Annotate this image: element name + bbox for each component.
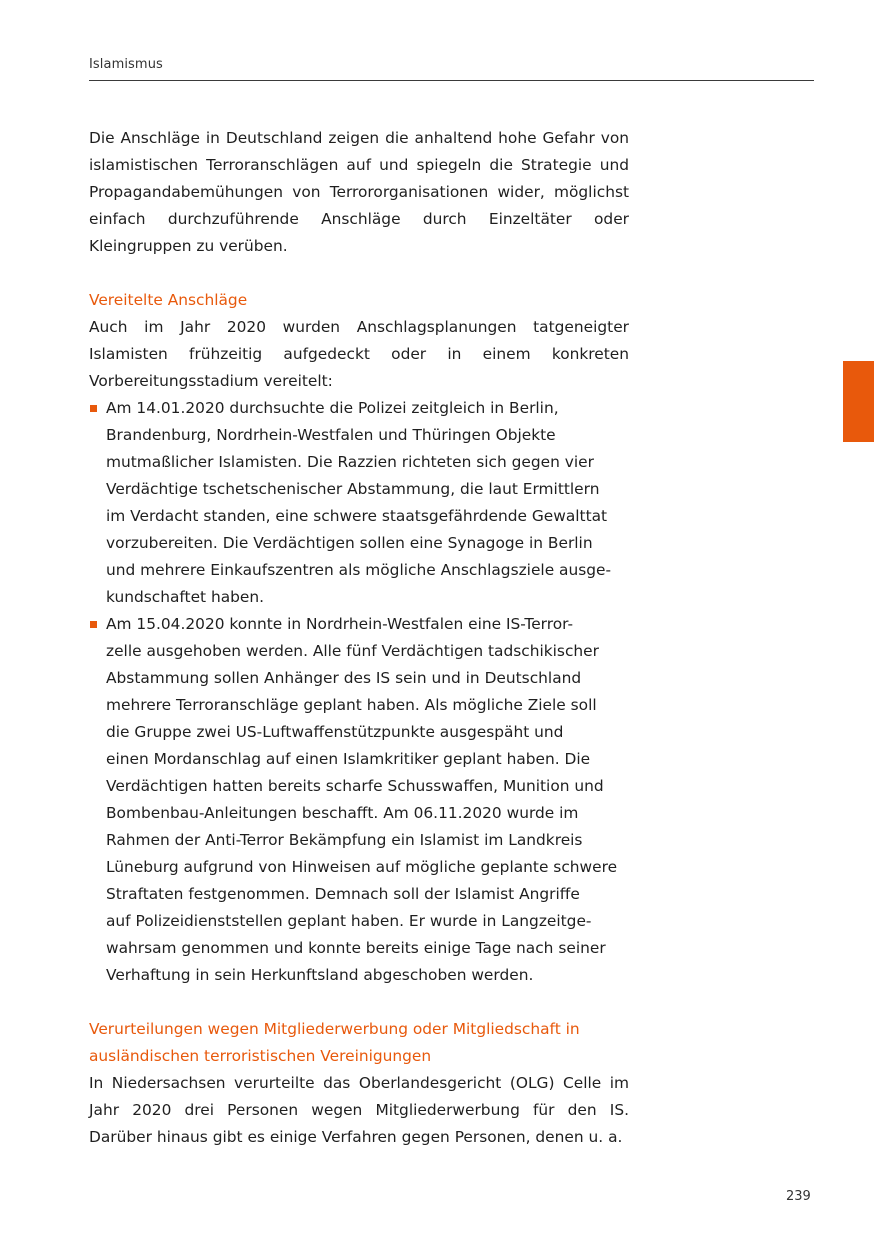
bullet-2-line: Straftaten festgenommen. Demnach soll der Islamist Angriffe xyxy=(106,885,580,903)
section-heading-line: Verurteilungen wegen Mitgliederwerbung oder Mitgliedschaft in xyxy=(89,1020,580,1038)
bullet-2-line: wahrsam genommen und konnte bereits einige Tage nach seiner xyxy=(106,939,606,957)
bullet-1-line: kundschaftet haben. xyxy=(106,588,265,606)
bullet-1-line: mutmaßlicher Islamisten. Die Razzien richteten sich gegen vier xyxy=(106,453,594,471)
bullet-2-line: Verdächtigen hatten bereits scharfe Schusswaffen, Munition und xyxy=(106,777,604,795)
bullet-2-line: einen Mordanschlag auf einen Islamkritiker geplant haben. Die xyxy=(106,750,591,768)
page-number: 239 xyxy=(786,1189,811,1204)
bullet-1-line: Am 14.01.2020 durchsuchte die Polizei zeitgleich in Berlin, xyxy=(106,399,559,417)
bullet-2-line: Rahmen der Anti-Terror Bekämpfung ein Islamist im Landkreis xyxy=(106,831,583,849)
header-rule xyxy=(89,80,814,81)
bullet-2-line: auf Polizeidienststellen geplant haben. Er wurde in Langzeitge- xyxy=(106,912,592,930)
section-heading-vereitelte-anschlaege: Vereitelte Anschläge xyxy=(89,291,248,309)
intro-paragraph: Die Anschläge in Deutschland zeigen die anhaltend hohe Gefahr von islamistischen Terroranschlägen auf und spiegeln die Strategie und Propagandabemühungen von Terrororganisationen wider, möglichst einfach durchzuführende Anschläge durch Einzeltäter oder Kleingruppen zu verüben. xyxy=(89,129,629,255)
bullet-2-line: mehrere Terroranschläge geplant haben. Als mögliche Ziele soll xyxy=(106,696,597,714)
bullet-1-line: vorzubereiten. Die Verdächtigen sollen eine Synagoge in Berlin xyxy=(106,534,593,552)
bullet-list xyxy=(89,395,629,989)
bullet-2-line: Lüneburg aufgrund von Hinweisen auf mögliche geplante schwere xyxy=(106,858,618,876)
bullet-1-line: Brandenburg, Nordrhein-Westfalen und Thüringen Objekte xyxy=(106,426,556,444)
bullet-2-line: Am 15.04.2020 konnte in Nordrhein-Westfalen eine IS-Terror- xyxy=(106,615,574,633)
section1-intro-paragraph: Auch im Jahr 2020 wurden Anschlagsplanungen tatgeneigter Islamisten frühzeitig aufgedeckt oder in einem konkreten Vorbereitungsstadium vereitelt: xyxy=(89,318,629,390)
bullet-2-line: die Gruppe zwei US-Luftwaffenstützpunkte ausgespäht und xyxy=(106,723,564,741)
section2-paragraph: In Niedersachsen verurteilte das Oberlandesgericht (OLG) Celle im Jahr 2020 drei Personen wegen Mitgliederwerbung für den IS. Darüber hinaus gibt es einige Verfahren gegen Personen, denen u. a. xyxy=(89,1074,629,1146)
bullet-2-line: Bombenbau-Anleitungen beschafft. Am 06.11.2020 wurde im xyxy=(106,804,579,822)
running-header: Islamismus xyxy=(89,57,163,72)
bullet-1-line: und mehrere Einkaufszentren als mögliche Anschlagsziele ausge- xyxy=(106,561,612,579)
bullet-1-line: Verdächtige tschetschenischer Abstammung, die laut Ermittlern xyxy=(106,480,600,498)
section-heading-verurteilungen xyxy=(89,1016,629,1070)
bullet-1-line: im Verdacht standen, eine schwere staatsgefährdende Gewalttat xyxy=(106,507,608,525)
chapter-side-tab xyxy=(843,361,874,442)
bullet-2-line: Verhaftung in sein Herkunftsland abgeschoben werden. xyxy=(106,966,534,984)
page-content xyxy=(89,125,629,1151)
bullet-square-icon xyxy=(90,621,97,628)
bullet-square-icon xyxy=(90,405,97,412)
bullet-item-1 xyxy=(89,395,629,611)
section-heading-line: ausländischen terroristischen Vereinigungen xyxy=(89,1047,432,1065)
bullet-item-2 xyxy=(89,611,629,989)
bullet-2-line: zelle ausgehoben werden. Alle fünf Verdächtigen tadschikischer xyxy=(106,642,599,660)
bullet-2-line: Abstammung sollen Anhänger des IS sein und in Deutschland xyxy=(106,669,582,687)
